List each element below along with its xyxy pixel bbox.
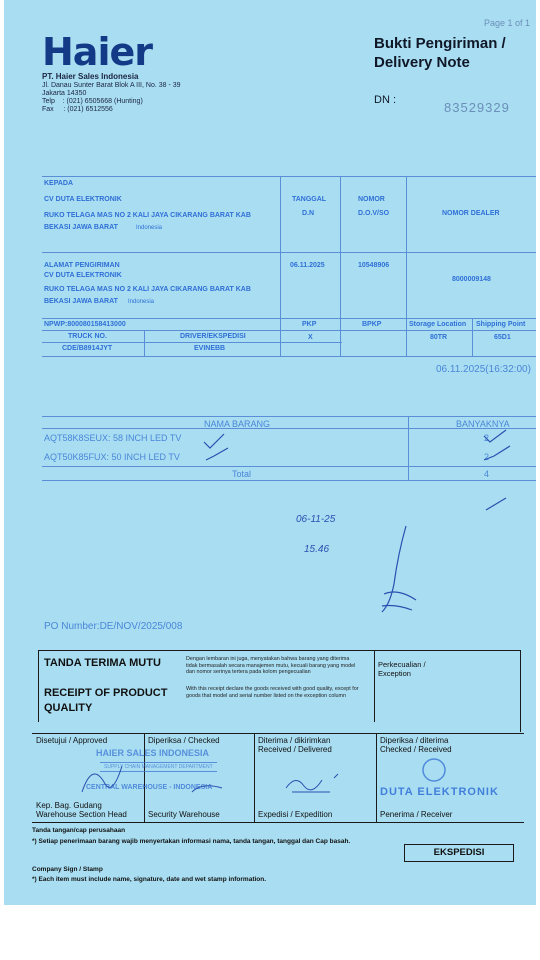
stamp-line-2: SUPPLY CHAIN MANAGEMENT DEPARTMENT (100, 762, 217, 772)
dealer-round-stamp (416, 756, 456, 786)
sign-grid-bottom-rule (32, 822, 524, 823)
ship-order-no: 10548906 (358, 262, 390, 269)
recipient-name: CV DUTA ELEKTRONIK (44, 196, 122, 203)
handwritten-time: 15.46 (304, 544, 330, 555)
footer-note-en: *) Each item must include name, signature, date and wet stamp information. (32, 876, 267, 883)
table-col-rule (406, 176, 407, 356)
item-row-1-qty: 2 (484, 433, 490, 443)
po-number: PO Number:DE/NOV/2025/008 (44, 621, 183, 632)
table-col-rule (144, 330, 145, 356)
stamp-line-3: CENTRAL WAREHOUSE - INDONESIA (86, 784, 213, 791)
ship-address-1: RUKO TELAGA MAS NO 2 KALI JAYA CIKARANG BARAT KAB (44, 286, 251, 293)
ship-country: Indonesia (128, 299, 155, 305)
ship-date: 06.11.2025 (290, 262, 325, 269)
signature-scribble (376, 524, 426, 616)
haier-logo: Haier (42, 30, 152, 74)
ship-label: ALAMAT PENGIRIMAN (44, 262, 120, 269)
footer-sign-id: Tanda tangan/cap perusahaan (32, 827, 126, 834)
ship-name: CV DUTA ELEKTRONIK (44, 272, 122, 279)
page-number: Page 1 of 1 (484, 18, 531, 28)
col-banyaknya: BANYAKNYA (456, 419, 510, 429)
truck-label: TRUCK NO. (68, 333, 107, 340)
recipient-country: Indonesia (136, 225, 163, 231)
table-col-rule (472, 318, 473, 356)
exception-label: Perkecualian / Exception (378, 660, 426, 678)
sign-checked-label: Diperiksa / Checked (148, 736, 220, 745)
storage-label: Storage Location (409, 321, 467, 328)
sign-receiver-label: Penerima / Receiver (380, 810, 453, 819)
driver-label: DRIVER/EKSPEDISI (180, 333, 246, 340)
sign-grid-col-rule (254, 733, 255, 822)
item-row-2-qty: 2 (484, 452, 490, 462)
nomor-value: D.O.V/SO (358, 210, 390, 217)
stamp-line-1: HAIER SALES INDONESIA (96, 748, 210, 758)
ekspedisi-box: EKSPEDISI (404, 844, 514, 862)
table-col-rule (340, 176, 341, 356)
table-rule-npwp (42, 318, 536, 319)
receipt-title-en: RECEIPT OF PRODUCT QUALITY (44, 687, 168, 714)
table-rule-truck (42, 330, 536, 331)
pkp-label: PKP (302, 321, 317, 328)
dealer-label: NOMOR DEALER (442, 210, 500, 217)
footer-note-id: *) Setiap penerimaan barang wajib menyertakan informasi nama, tanda tangan, tanggal dan Cap basah. (32, 838, 351, 845)
item-row-1-name: AQT58K8SEUX: 58 INCH LED TV (44, 433, 182, 443)
table-bottom-rule (42, 356, 536, 357)
ship-address-2: BEKASI JAWA BARAT (44, 298, 118, 305)
sign-expedition-label: Expedisi / Expedition (258, 810, 333, 819)
sign-warehouse-head-label: Kep. Bag. Gudang Warehouse Section Head (36, 801, 127, 819)
footer-sign-en: Company Sign / Stamp (32, 866, 103, 873)
tanggal-value: D.N (302, 210, 315, 217)
print-timestamp: 06.11.2025(16:32:00) (436, 364, 531, 375)
dn-number: 83529329 (444, 100, 510, 115)
sign-approved-label: Disetujui / Approved (36, 736, 108, 745)
item-row-2-name: AQT50K85FUX: 50 INCH LED TV (44, 452, 180, 462)
pkp-value: X (308, 334, 313, 341)
items-total-label: Total (232, 469, 252, 479)
sign-security-label: Security Warehouse (148, 810, 220, 819)
checkmark-strokes (184, 428, 514, 518)
receipt-text-id: Dengan lembaran ini juga, menyatakan bahwa barang yang diterima tidak bermasalah secara manajemen mutu, kecuali barang yang model dan nomor serinya tertera pada kolom pengecualian (186, 656, 356, 676)
recipient-label: KEPADA (44, 180, 74, 187)
expedition-signature (282, 770, 362, 800)
receipt-right-rule (520, 650, 521, 732)
table-top-rule (42, 176, 536, 177)
table-mid-rule (42, 252, 536, 253)
receipt-left-bracket (38, 650, 39, 722)
handwritten-date: 06-11-25 (296, 514, 336, 525)
items-total-qty: 4 (484, 469, 490, 479)
delivery-note-paper (4, 0, 536, 905)
shipping-label: Shipping Point (476, 321, 526, 328)
items-top-rule (42, 416, 536, 417)
sign-grid-top-rule (32, 733, 524, 734)
receipt-mid-bracket (374, 650, 375, 722)
company-address: Jl. Danau Sunter Barat Blok A III, No. 38 - 39 Jakarta 14350 Telp : (021) 6505668 (Hunting) Fax : (021) 6512556 (42, 82, 181, 113)
ship-dealer-no: 8000009148 (452, 276, 491, 283)
bpkp-label: BPKP (362, 321, 382, 328)
receipt-text-en: With this receipt declare the goods received with good quality, except for goods that model and serial number listed on the exception column (186, 686, 359, 699)
sign-received-label: Diperiksa / diterima Checked / Received (380, 736, 452, 754)
driver-value: EVINEBB (194, 345, 226, 352)
npwp: NPWP:800080158413000 (44, 321, 126, 328)
shipping-value: 65D1 (494, 334, 511, 341)
sign-delivered-label: Diterima / dikirimkan Received / Delivered (258, 736, 332, 754)
receipt-title-id: TANDA TERIMA MUTU (44, 657, 161, 669)
sign-grid-col-rule (376, 733, 377, 822)
truck-value: CDE/B8914JYT (62, 345, 113, 352)
table-rule-truck-mid (42, 342, 342, 343)
dn-label: DN : (374, 94, 396, 106)
nomor-label: NOMOR (358, 196, 385, 203)
stamp-signature-scribbles (52, 752, 252, 812)
table-col-rule (280, 176, 281, 356)
dealer-stamp-text: DUTA ELEKTRONIK (380, 786, 499, 798)
tanggal-label: TANGGAL (292, 196, 327, 203)
document-title: Bukti Pengiriman / Delivery Note (374, 35, 506, 71)
col-nama-barang: NAMA BARANG (204, 419, 271, 429)
receipt-top-rule (38, 650, 520, 651)
company-name: PT. Haier Sales Indonesia (42, 72, 139, 81)
recipient-address-1: RUKO TELAGA MAS NO 2 KALI JAYA CIKARANG BARAT KAB (44, 212, 251, 219)
recipient-address-2: BEKASI JAWA BARAT (44, 224, 118, 231)
storage-value: 80TR (430, 334, 448, 341)
